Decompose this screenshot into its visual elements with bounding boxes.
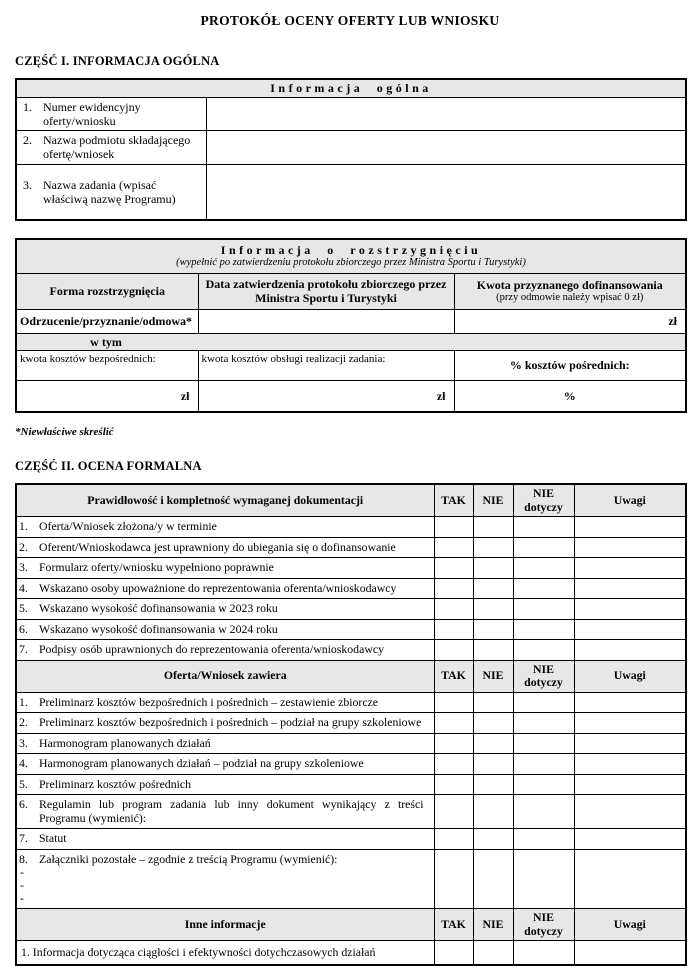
item-number: 7. bbox=[19, 831, 28, 845]
checklist-row bbox=[16, 619, 686, 640]
tak-cell bbox=[434, 829, 473, 850]
attachment-dash: - bbox=[20, 878, 24, 892]
checklist-row bbox=[16, 558, 686, 579]
col-header-tak: TAK bbox=[434, 909, 473, 941]
nie-cell bbox=[473, 640, 513, 661]
nie-cell bbox=[473, 517, 513, 538]
nie-dotyczy-cell bbox=[513, 849, 574, 909]
tak-cell bbox=[434, 619, 473, 640]
nie-dotyczy-cell bbox=[513, 537, 574, 558]
nie-cell bbox=[473, 774, 513, 795]
checklist-row bbox=[16, 733, 686, 754]
item-text: Podpisy osób uprawnionych do reprezentowania oferenta/wnioskodawcy bbox=[39, 642, 384, 656]
nie-dotyczy-cell bbox=[513, 599, 574, 620]
item-text: Regulamin lub program zadania lub inny dokument wynikający z treści Programu (wymienić): bbox=[39, 797, 424, 825]
col-header-uwagi: Uwagi bbox=[574, 909, 686, 941]
col-header-nie-dotyczy: NIE dotyczy bbox=[513, 484, 574, 517]
uwagi-cell bbox=[574, 558, 686, 579]
w-tym-label: w tym bbox=[90, 334, 122, 349]
uwagi-cell bbox=[574, 795, 686, 829]
nie-cell bbox=[473, 941, 513, 965]
formal-assessment-table bbox=[15, 483, 687, 966]
uwagi-cell bbox=[574, 754, 686, 775]
item-text: Oferta/Wniosek złożona/y w terminie bbox=[39, 519, 217, 533]
nie-dotyczy-cell bbox=[513, 578, 574, 599]
row-number: 2. bbox=[23, 132, 32, 147]
nie-cell bbox=[473, 578, 513, 599]
decision-date-cell bbox=[198, 309, 454, 333]
checklist-row bbox=[16, 713, 686, 734]
service-costs-amount-cell: zł bbox=[198, 380, 454, 412]
tak-cell bbox=[434, 578, 473, 599]
tak-cell bbox=[434, 849, 473, 909]
general-info-label-2 bbox=[16, 130, 206, 164]
general-info-label-3 bbox=[16, 164, 206, 220]
nie-cell bbox=[473, 733, 513, 754]
uwagi-cell bbox=[574, 578, 686, 599]
tak-cell bbox=[434, 640, 473, 661]
service-costs-label: kwota kosztów obsługi realizacji zadania: bbox=[198, 350, 454, 380]
col-header-kwota-note: (przy odmowie należy wpisać 0 zł) bbox=[496, 292, 644, 303]
checklist-row bbox=[16, 517, 686, 538]
uwagi-cell bbox=[574, 849, 686, 909]
item-text: Statut bbox=[39, 831, 67, 845]
row-label: Nazwa zadania (wpisać właściwą nazwę Programu) bbox=[43, 177, 176, 206]
nie-cell bbox=[473, 558, 513, 579]
nie-dotyczy-cell bbox=[513, 829, 574, 850]
document-title: PROTOKÓŁ OCENY OFERTY LUB WNIOSKU bbox=[200, 13, 500, 28]
item-number: 4. bbox=[19, 756, 28, 770]
row-label: Nazwa podmiotu składającego ofertę/wniosek bbox=[43, 132, 191, 161]
nie-dotyczy-cell bbox=[513, 754, 574, 775]
attachment-dash: - bbox=[20, 891, 24, 905]
tak-cell bbox=[434, 941, 473, 965]
col-header-tak: TAK bbox=[434, 484, 473, 517]
col-header-kwota-title: Kwota przyznanego dofinansowania bbox=[476, 278, 663, 292]
nie-cell bbox=[473, 849, 513, 909]
checklist-row bbox=[16, 795, 686, 829]
col-header-tak: TAK bbox=[434, 660, 473, 692]
nie-dotyczy-cell bbox=[513, 692, 574, 713]
nie-dotyczy-cell bbox=[513, 619, 574, 640]
item-number: 1. bbox=[19, 519, 28, 533]
direct-costs-amount-cell: zł bbox=[16, 380, 198, 412]
col-header-forma: Forma rozstrzygnięcia bbox=[16, 273, 198, 309]
checklist-row bbox=[16, 774, 686, 795]
decision-form-cell: Odrzucenie/przyznanie/odmowa* bbox=[16, 309, 198, 333]
nie-dotyczy-cell bbox=[513, 941, 574, 965]
uwagi-cell bbox=[574, 599, 686, 620]
general-info-value-2 bbox=[206, 130, 686, 164]
item-number: 6. bbox=[19, 797, 28, 811]
tak-cell bbox=[434, 774, 473, 795]
checklist-row bbox=[16, 754, 686, 775]
nie-cell bbox=[473, 619, 513, 640]
item-text: Oferent/Wnioskodawca jest uprawniony do ubiegania się o dofinansowanie bbox=[39, 539, 396, 554]
item-text: Załączniki pozostałe – zgodnie z treścią Programu (wymienić): bbox=[39, 851, 338, 866]
direct-costs-label: kwota kosztów bezpośrednich: bbox=[16, 350, 198, 380]
tak-cell bbox=[434, 795, 473, 829]
item-number: 6. bbox=[19, 621, 28, 636]
uwagi-cell bbox=[574, 713, 686, 734]
nie-dotyczy-cell bbox=[513, 558, 574, 579]
item-number: 5. bbox=[19, 601, 28, 615]
resolution-table bbox=[15, 238, 687, 413]
checklist-row bbox=[16, 829, 686, 850]
checklist-row bbox=[16, 599, 686, 620]
item-number: 2. bbox=[19, 715, 28, 729]
col-header-uwagi: Uwagi bbox=[574, 660, 686, 692]
general-info-value-3 bbox=[206, 164, 686, 220]
section-1-heading: CZĘŚĆ I. INFORMACJA OGÓLNA bbox=[15, 54, 220, 68]
nie-cell bbox=[473, 599, 513, 620]
section-title-oferta-zawiera: Oferta/Wniosek zawiera bbox=[16, 660, 434, 692]
general-info-value-1 bbox=[206, 97, 686, 130]
item-number: 5. bbox=[19, 776, 28, 791]
col-header-nie-dotyczy: NIE dotyczy bbox=[513, 909, 574, 941]
item-text: Harmonogram planowanych działań bbox=[39, 735, 211, 750]
uwagi-cell bbox=[574, 517, 686, 538]
indirect-costs-percent-cell: % bbox=[454, 380, 686, 412]
nie-cell bbox=[473, 795, 513, 829]
general-info-table-header: Informacja ogólna bbox=[16, 79, 686, 97]
nie-cell bbox=[473, 537, 513, 558]
tak-cell bbox=[434, 733, 473, 754]
checklist-row bbox=[16, 941, 686, 965]
nie-cell bbox=[473, 754, 513, 775]
tak-cell bbox=[434, 558, 473, 579]
section-2-heading: CZĘŚĆ II. OCENA FORMALNA bbox=[15, 459, 202, 473]
nie-dotyczy-cell bbox=[513, 795, 574, 829]
nie-dotyczy-cell bbox=[513, 733, 574, 754]
tak-cell bbox=[434, 713, 473, 734]
uwagi-cell bbox=[574, 537, 686, 558]
row-number: 3. bbox=[23, 177, 32, 192]
item-text: 1. Informacja dotycząca ciągłości i efektywności dotychczasowych działań bbox=[16, 941, 434, 965]
item-text: Wskazano osoby upoważnione do reprezentowania oferenta/wnioskodawcy bbox=[39, 580, 397, 595]
nie-dotyczy-cell bbox=[513, 640, 574, 661]
item-text: Wskazano wysokość dofinansowania w 2023 roku bbox=[39, 601, 278, 615]
row-number: 1. bbox=[23, 99, 32, 114]
col-header-uwagi: Uwagi bbox=[574, 484, 686, 517]
nie-cell bbox=[473, 829, 513, 850]
item-text: Harmonogram planowanych działań – podział na grupy szkoleniowe bbox=[39, 756, 364, 770]
tak-cell bbox=[434, 692, 473, 713]
item-number: 4. bbox=[19, 580, 28, 595]
checklist-row bbox=[16, 537, 686, 558]
tak-cell bbox=[434, 599, 473, 620]
col-header-nie: NIE bbox=[473, 660, 513, 692]
nie-cell bbox=[473, 713, 513, 734]
indirect-costs-percent-label: % kosztów pośrednich: bbox=[454, 350, 686, 380]
item-number: 3. bbox=[19, 735, 28, 750]
checklist-row bbox=[16, 640, 686, 661]
nie-dotyczy-cell bbox=[513, 713, 574, 734]
item-text: Formularz oferty/wniosku wypełniono poprawnie bbox=[39, 560, 274, 574]
strike-out-footnote: *Niewłaściwe skreślić bbox=[15, 426, 114, 438]
uwagi-cell bbox=[574, 829, 686, 850]
checklist-row bbox=[16, 578, 686, 599]
item-number: 1. bbox=[19, 694, 28, 709]
tak-cell bbox=[434, 537, 473, 558]
attachment-dash: - bbox=[20, 865, 24, 879]
item-text: Preliminarz kosztów pośrednich bbox=[39, 776, 192, 791]
col-header-nie: NIE bbox=[473, 484, 513, 517]
uwagi-cell bbox=[574, 941, 686, 965]
resolution-table-subtitle: (wypełnić po zatwierdzeniu protokołu zbiorczego przez Ministra Sportu i Turystyki) bbox=[176, 257, 526, 269]
section-title-dokumentacja: Prawidłowość i kompletność wymaganej dokumentacji bbox=[16, 484, 434, 517]
item-number: 3. bbox=[19, 560, 28, 574]
uwagi-cell bbox=[574, 733, 686, 754]
col-header-nie: NIE bbox=[473, 909, 513, 941]
general-info-table bbox=[15, 78, 687, 221]
col-header-kwota bbox=[454, 273, 686, 309]
decision-amount-cell: zł bbox=[454, 309, 686, 333]
checklist-row bbox=[16, 692, 686, 713]
checklist-row-attachments bbox=[16, 849, 686, 909]
tak-cell bbox=[434, 517, 473, 538]
col-header-data-zatwierdzenia: Data zatwierdzenia protokołu zbiorczego przez Ministra Sportu i Turystyki bbox=[198, 273, 454, 309]
section-title-inne-informacje: Inne informacje bbox=[16, 909, 434, 941]
tak-cell bbox=[434, 754, 473, 775]
w-tym-row bbox=[16, 333, 686, 350]
resolution-table-title: Informacja o rozstrzygnięciu bbox=[220, 243, 482, 258]
col-header-nie-dotyczy: NIE dotyczy bbox=[513, 660, 574, 692]
nie-dotyczy-cell bbox=[513, 774, 574, 795]
uwagi-cell bbox=[574, 619, 686, 640]
item-text: Wskazano wysokość dofinansowania w 2024 roku bbox=[39, 621, 278, 636]
resolution-table-header-cell bbox=[16, 239, 686, 273]
item-number: 2. bbox=[19, 539, 28, 554]
row-label: Numer ewidencyjny oferty/wniosku bbox=[43, 99, 141, 128]
uwagi-cell bbox=[574, 640, 686, 661]
uwagi-cell bbox=[574, 774, 686, 795]
nie-dotyczy-cell bbox=[513, 517, 574, 538]
uwagi-cell bbox=[574, 692, 686, 713]
item-number: 7. bbox=[19, 642, 28, 656]
general-info-label-1 bbox=[16, 97, 206, 130]
item-number: 8. bbox=[19, 851, 28, 866]
nie-cell bbox=[473, 692, 513, 713]
item-text: Preliminarz kosztów bezpośrednich i pośrednich – podział na grupy szkoleniowe bbox=[39, 715, 422, 729]
item-text: Preliminarz kosztów bezpośrednich i pośrednich – zestawienie zbiorcze bbox=[39, 694, 379, 709]
